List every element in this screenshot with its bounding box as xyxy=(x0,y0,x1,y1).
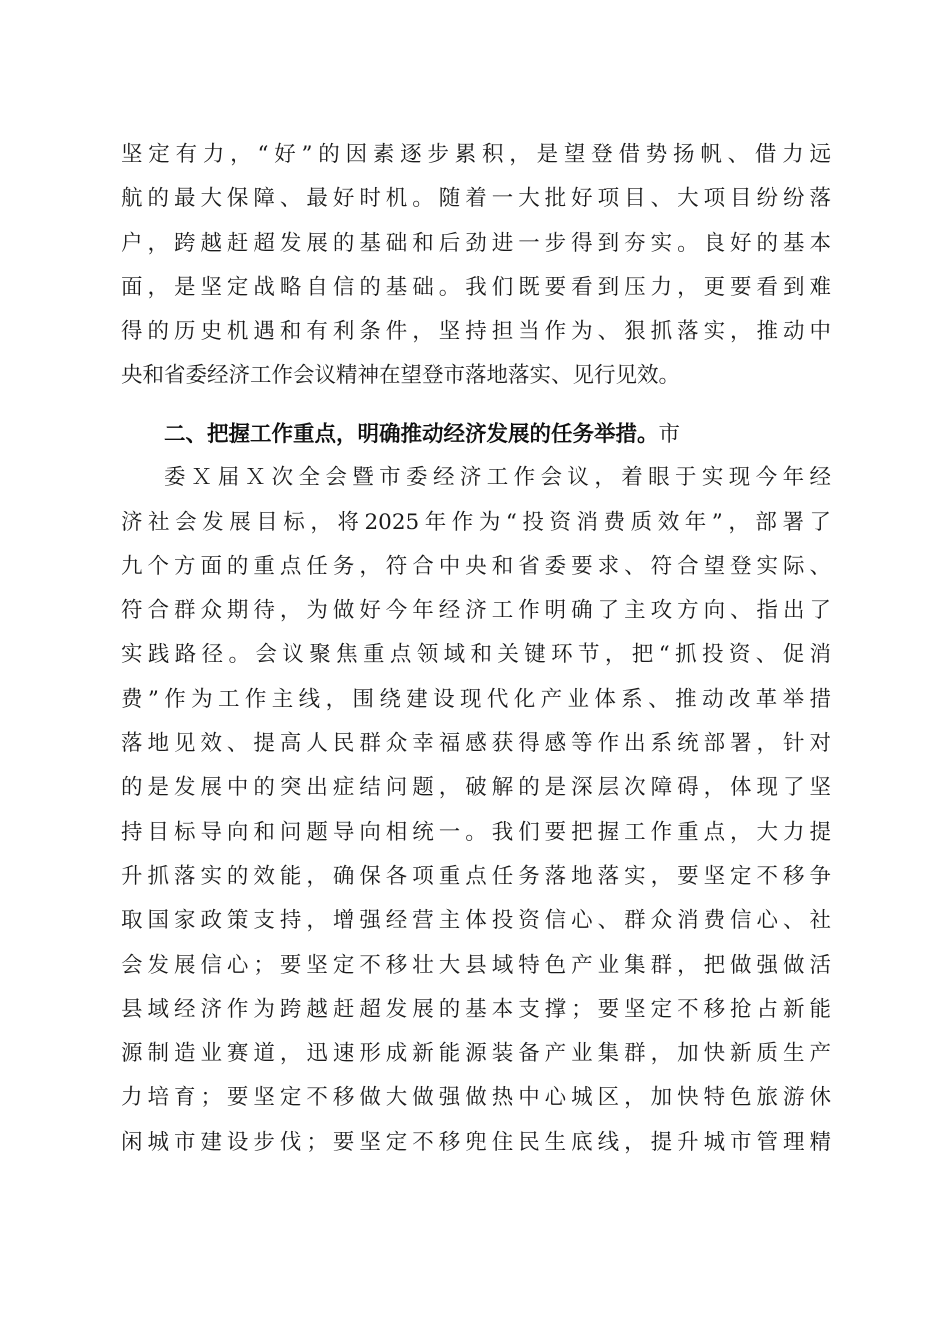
paragraph-line: 央和省委经济工作会议精神在望登市落地落实、见行见效。 xyxy=(121,363,681,389)
paragraph-line: 落地见效、提高人民群众幸福感获得感等作出系统部署，针对 xyxy=(121,731,831,757)
paragraph-line: 户，跨越赶超发展的基础和后劲进一步得到夯实。良好的基本 xyxy=(121,230,831,256)
paragraph-line: 会发展信心；要坚定不移壮大县域特色产业集群，把做强做活 xyxy=(121,952,831,978)
paragraph-line: 持目标导向和问题导向相统一。我们要把握工作重点，大力提 xyxy=(121,819,831,845)
paragraph-line: 费”作为工作主线，围绕建设现代化产业体系、推动改革举措 xyxy=(121,686,831,712)
paragraph-line: 的是发展中的突出症结问题，破解的是深层次障碍，体现了坚 xyxy=(121,775,831,801)
paragraph-line: 面，是坚定战略自信的基础。我们既要看到压力，更要看到难 xyxy=(121,274,831,300)
paragraph-line: 取国家政策支持，增强经营主体投资信心、群众消费信心、社 xyxy=(121,908,831,934)
section-heading: 二、把握工作重点，明确推动经济发展的任务举措。 xyxy=(164,422,659,447)
paragraph-line: 符合群众期待，为做好今年经济工作明确了主攻方向、指出了 xyxy=(121,598,831,624)
paragraph-line: 县域经济作为跨越赶超发展的基本支撑；要坚定不移抢占新能 xyxy=(121,996,831,1022)
section-heading-tail: 市 xyxy=(658,422,681,447)
section-two xyxy=(121,412,831,1165)
paragraph-line: 源制造业赛道，迅速形成新能源装备产业集群，加快新质生产 xyxy=(121,1041,831,1067)
paragraph-line: 九个方面的重点任务，符合中央和省委要求、符合望登实际、 xyxy=(121,553,831,579)
paragraph-line: 升抓落实的效能，确保各项重点任务落地落实，要坚定不移争 xyxy=(121,863,831,889)
paragraph-line: 济社会发展目标，将2025年作为“投资消费质效年”，部署了 xyxy=(121,509,831,535)
paragraph-line: 委Ｘ届Ｘ次全会暨市委经济工作会议，着眼于实现今年经 xyxy=(164,465,831,491)
paragraph-line: 航的最大保障、最好时机。随着一大批好项目、大项目纷纷落 xyxy=(121,186,831,212)
paragraph-continuation xyxy=(121,133,831,399)
paragraph-line: 得的历史机遇和有利条件，坚持担当作为、狠抓落实，推动中 xyxy=(121,319,831,345)
section-heading-row xyxy=(121,412,831,456)
paragraph-line: 坚定有力，“好”的因素逐步累积，是望登借势扬帆、借力远 xyxy=(121,142,831,167)
paragraph-line: 实践路径。会议聚焦重点领域和关键环节，把“抓投资、促消 xyxy=(121,642,831,668)
paragraph-line: 闲城市建设步伐；要坚定不移兜住民生底线，提升城市管理精 xyxy=(121,1129,831,1155)
paragraph-line: 力培育；要坚定不移做大做强做热中心城区，加快特色旅游休 xyxy=(121,1085,831,1111)
